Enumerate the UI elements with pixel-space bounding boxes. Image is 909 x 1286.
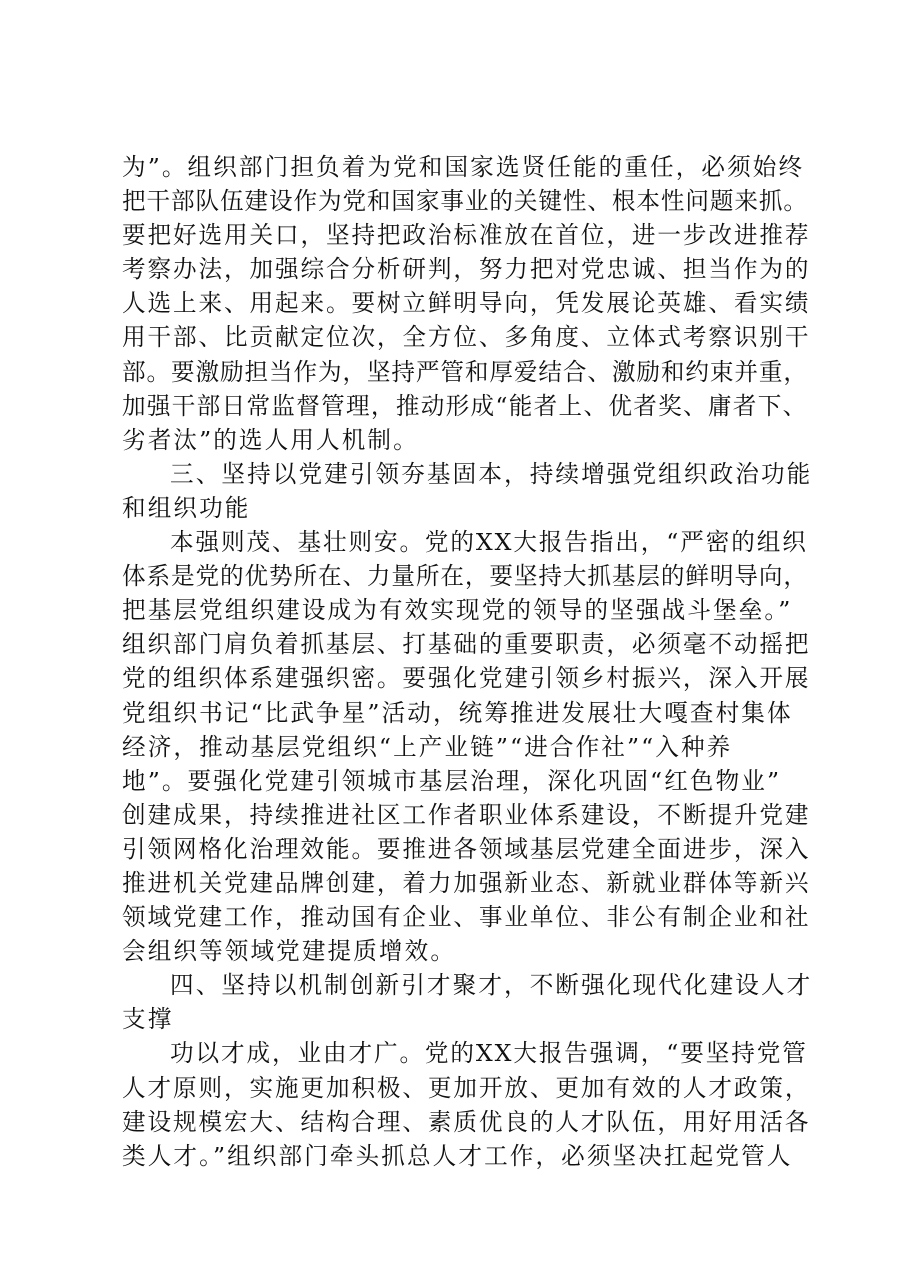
text-line: 党的组织体系建强织密。要强化党建引领乡村振兴，深入开展	[122, 664, 811, 693]
text-line: 会组织等领域党建提质增效。	[122, 937, 457, 966]
text-line: 人才原则，实施更加积极、更加开放、更加有效的人才政策，	[122, 1073, 811, 1102]
text-line: 体系是党的优势所在、力量所在，要坚持大抓基层的鲜明导向，	[122, 562, 808, 591]
text-line: 类人才。”组织部门牵头抓总人才工作，必须坚决扛起党管人	[122, 1141, 793, 1170]
text-line: 领域党建工作，推动国有企业、事业单位、非公有制企业和社	[122, 903, 811, 932]
section-heading-3-cont: 和组织功能	[122, 493, 251, 522]
text-line: 要把好选用关口，坚持把政治标准放在首位，进一步改进推荐	[122, 221, 811, 250]
paragraph-start: 功以才成，业由才广。党的XX大报告强调，“要坚持党管	[170, 1039, 808, 1068]
text-line: 为”。组织部门担负着为党和国家选贤任能的重任，必须始终	[122, 153, 805, 181]
text-line: 人选上来、用起来。要树立鲜明导向，凭发展论英雄、看实绩	[122, 289, 811, 318]
text-line: 地”。要强化党建引领城市基层治理，深化巩固“红色物业”	[122, 766, 782, 795]
text-line: 推进机关党建品牌创建，着力加强新业态、新就业群体等新兴	[122, 868, 811, 897]
text-line: 建设规模宏大、结构合理、素质优良的人才队伍，用好用活各	[122, 1107, 811, 1136]
text-line: 劣者汰”的选人用人机制。	[122, 425, 419, 454]
text-line: 创建成果，持续推进社区工作者职业体系建设，不断提升党建	[122, 800, 811, 829]
text-line: 部。要激励担当作为，坚持严管和厚爱结合、激励和约束并重，	[122, 357, 808, 386]
text-line: 考察办法，加强综合分析研判，努力把对党忠诚、担当作为的	[122, 255, 811, 284]
text-line: 组织部门肩负着抓基层、打基础的重要职责，必须毫不动摇把	[122, 630, 811, 659]
text-line: 加强干部日常监督管理，推动形成“能者上、优者奖、庸者下、	[122, 391, 808, 420]
document-body	[122, 150, 812, 1173]
paragraph-start: 本强则茂、基壮则安。党的XX大报告指出，“严密的组织	[170, 528, 808, 557]
text-line: 用干部、比贡献定位次，全方位、多角度、立体式考察识别干	[122, 323, 811, 352]
section-heading-4: 四、坚持以机制创新引才聚才，不断强化现代化建设人才	[170, 971, 813, 1000]
text-line: 党组织书记“比武争星”活动，统筹推进发展壮大嘎查村集体	[122, 698, 793, 727]
text-line: 把干部队伍建设作为党和国家事业的关键性、根本性问题来抓。	[122, 187, 808, 216]
section-heading-3: 三、坚持以党建引领夯基固本，持续增强党组织政治功能	[170, 459, 813, 488]
section-heading-4-cont: 支撑	[122, 1005, 174, 1034]
text-line: 经济，推动基层党组织“上产业链”“进合作社”“入种养	[122, 732, 733, 761]
text-line: 把基层党组织建设成为有效实现党的领导的坚强战斗堡垒。”	[122, 596, 793, 625]
text-line: 引领网格化治理效能。要推进各领域基层党建全面进步，深入	[122, 834, 811, 863]
